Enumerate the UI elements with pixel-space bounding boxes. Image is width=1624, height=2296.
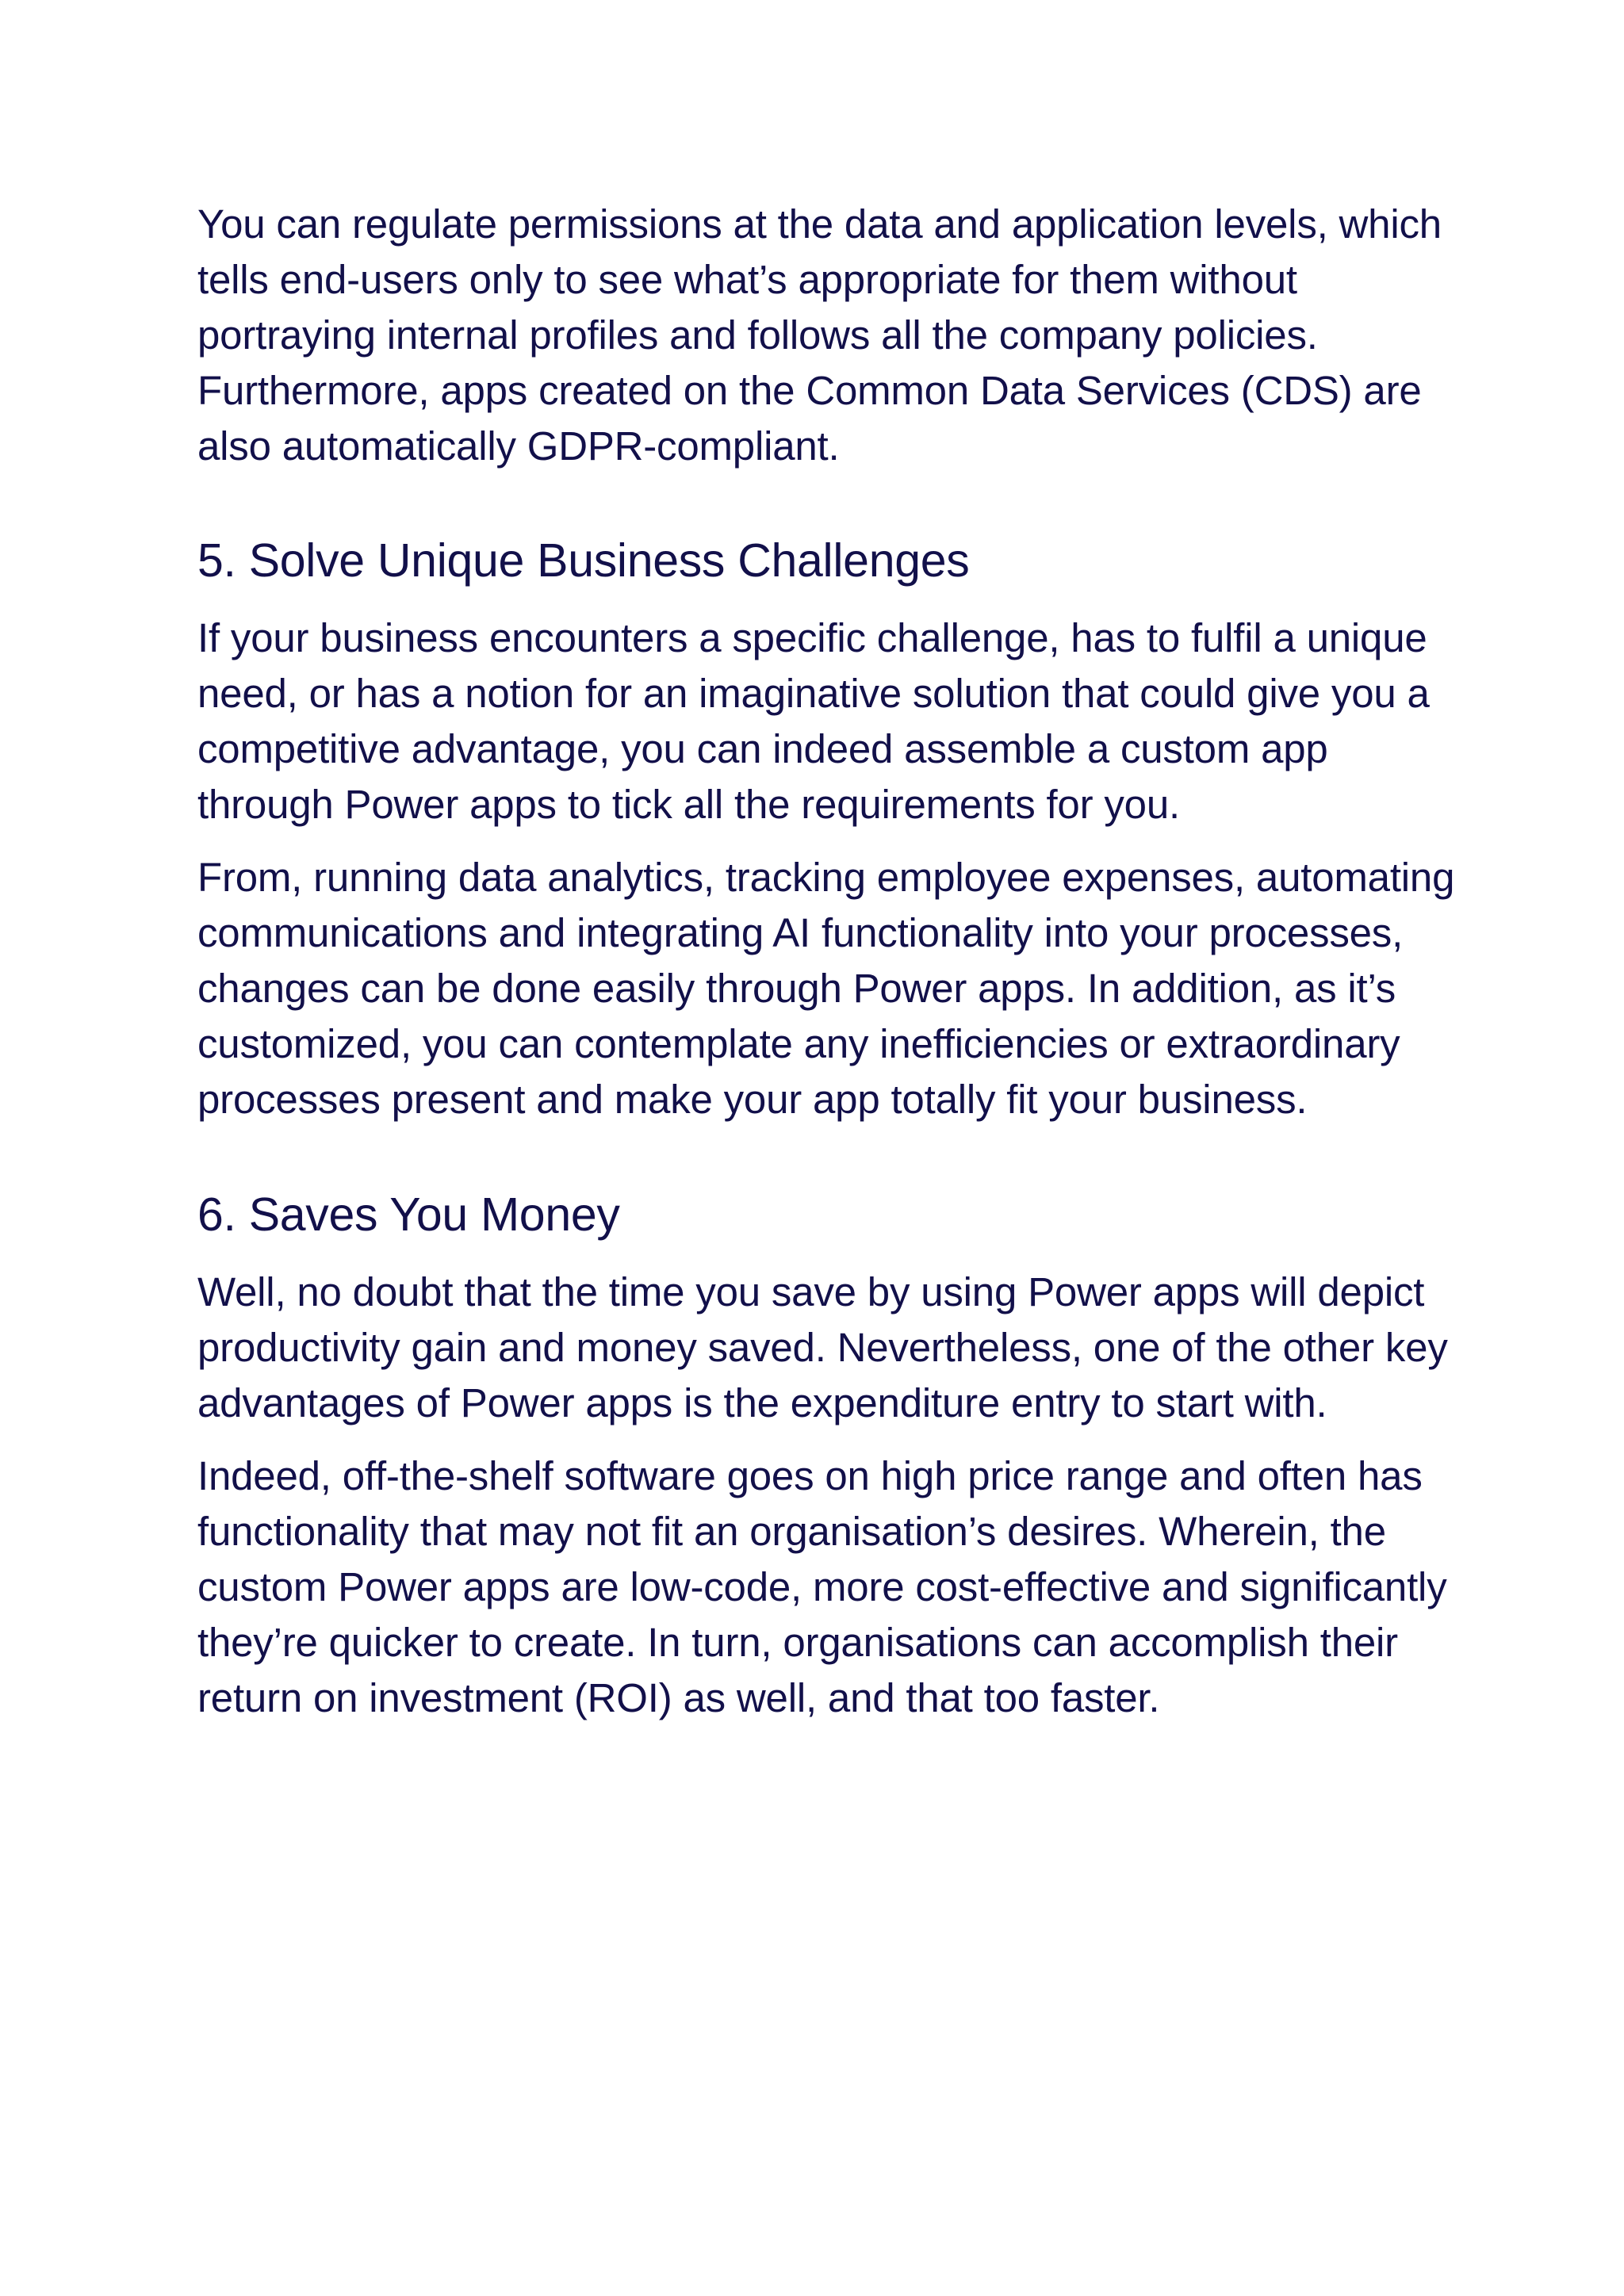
section-heading-saves-you-money: 6. Saves You Money [197, 1188, 620, 1241]
section-6-paragraph-1: Well, no doubt that the time you save by using Power apps will depict productivity gain and money saved. Nevertheless, one of the other key advantages of Power apps is the expenditure entry to start with. [197, 1269, 1448, 1425]
section-6-paragraph-2: Indeed, off-the-shelf software goes on high price range and often has functionality that may not fit an organisation’s desires. Wherein, the custom Power apps are low-code, more cost-effective and significantly they’re quicker to create. In turn, organisations can accomplish their return on investment (ROI) as well, and that too faster. [197, 1453, 1447, 1720]
intro-paragraph: You can regulate permissions at the data and application levels, which tells end-users only to see what’s appropriate for them without portraying internal profiles and follows all the company policies. Furthermore, apps created on the Common Data Services (CDS) are also automatically GDPR-compliant. [197, 201, 1442, 469]
section-heading-solve-unique-business-challenges: 5. Solve Unique Business Challenges [197, 534, 970, 587]
document-body [197, 197, 1466, 1726]
section-5-paragraph-2: From, running data analytics, tracking employee expenses, automating communications and integrating AI functionality into your processes, changes can be done easily through Power apps. In addition, as it’s customized, you can contemplate any inefficiencies or extraordinary processes present and make your app totally fit your business. [197, 855, 1455, 1122]
section-5-paragraph-1: If your business encounters a specific challenge, has to fulfil a unique need, or has a notion for an imaginative solution that could give you a competitive advantage, you can indeed assemble a custom app through Power apps to tick all the requirements for you. [197, 615, 1430, 827]
